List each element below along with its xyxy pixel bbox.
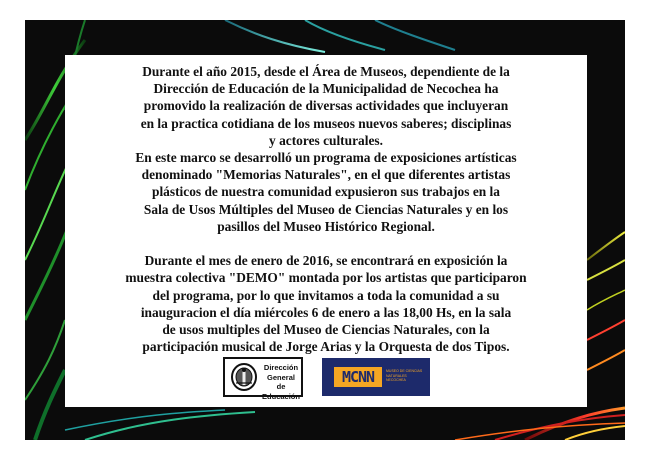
dge-line-3: de Educación [262,382,300,401]
text-line: de usos multiples del Museo de Ciencias Naturales, con la [162,322,490,338]
text-line: del programa, por lo que invitamos a toda la comunidad a su [152,287,500,303]
text-line: Sala de Usos Múltiples del Museo de Ciencias Naturales y en los [143,201,509,217]
text-line: Durante el año 2015, desde el Área de Museos, dependiente de la [142,64,510,79]
text-line: inauguracion el día miércoles 6 de enero a las 18,00 Hs, en la sala [140,304,512,320]
dge-label [259,363,303,401]
text-line: Dirección de Educación de la Municipalidad de Necochea ha [153,81,499,97]
text-line: en la practica cotidiana de los museos nuevos saberes; disciplinas [140,115,512,131]
mcnn-subtitle: MUSEO DE CIENCIAS NATURALES NECOCHEA [386,369,423,382]
logos-row [65,355,587,399]
text-line: participación musical de Jorge Arias y la Orquesta de dos Tipos. [142,339,510,355]
invitation-card [65,55,587,407]
text-line: denominado "Memorias Naturales", en el que diferentes artistas [141,167,511,183]
dge-line-1: Dirección [263,363,299,372]
text-line: muestra colectiva "DEMO" montada por los artistas que participaron [125,270,527,286]
provincial-seal-icon [229,362,259,392]
text-line: Durante el mes de enero de 2016, se encontrará en exposición la [144,253,508,269]
text-line: y actores culturales. [269,132,383,148]
text-line: En este marco se desarrolló un programa de exposiciones artísticas [135,150,517,166]
dge-line-2: General [267,372,295,382]
mcnn-museum-logo [322,358,430,396]
invitation-text [65,63,587,355]
text-line: pasillos del Museo Histórico Regional. [217,218,435,234]
text-line: promovido la realización de diversas actividades que incluyeran [143,98,509,114]
direccion-general-educacion-logo [223,357,303,401]
text-line: plásticos de nuestra comunidad expusieron sus trabajos en la [152,184,500,200]
paragraph-gap [65,235,587,252]
mcnn-mark: MCNN [334,367,382,387]
